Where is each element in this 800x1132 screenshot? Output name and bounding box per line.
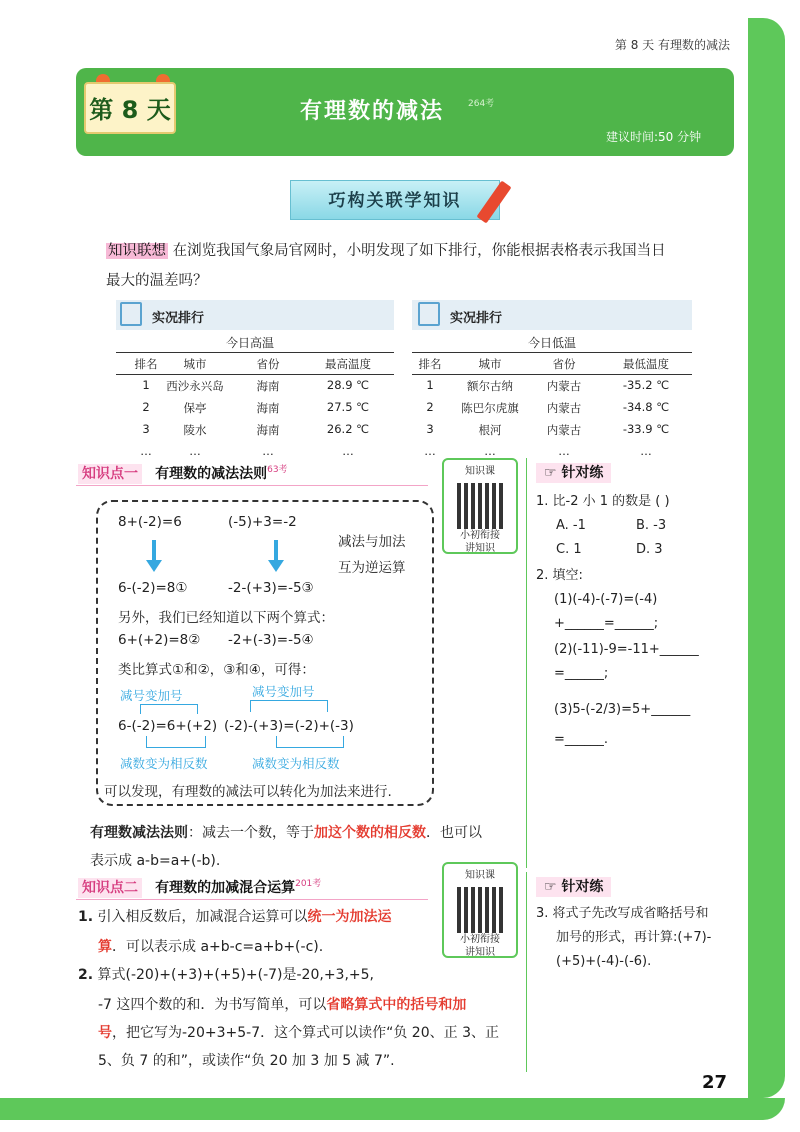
table-rule (412, 352, 692, 353)
option: D. 3 (636, 542, 663, 557)
kp2-item-2 (78, 960, 374, 990)
table-cell: 西沙永兴岛 (166, 379, 224, 393)
label-sign-change: 减号变加号 (120, 688, 183, 703)
label-opposite: 减数变为相反数 (252, 756, 340, 771)
table-cell: 3 (142, 422, 150, 436)
bracket-top (250, 700, 328, 712)
bracket-bottom (146, 736, 206, 748)
question-3: 加号的形式，再计算:(+7)- (556, 930, 712, 945)
practice-heading (536, 462, 611, 482)
item-emph: 号 (98, 1025, 112, 1041)
option: B. -3 (636, 518, 667, 533)
equation: 6-(-2)=6+(+2) (118, 718, 218, 734)
chapter-title-sup: 264考 (468, 99, 495, 109)
label-opposite: 减数变为相反数 (120, 756, 208, 771)
item-number: 1. (78, 909, 94, 925)
item-number: 2. (78, 967, 94, 983)
table-cell: … (189, 444, 201, 458)
subtraction-rule (90, 818, 530, 848)
arrow-down-icon (146, 560, 162, 572)
question-3: 3. 将式子先改写成省略括号和 (536, 906, 709, 921)
kp2-item-2-line (98, 990, 466, 1020)
table-cell: … (484, 444, 496, 458)
table-column-header: 排名 (418, 357, 442, 371)
note: 减法与加法 (338, 534, 406, 550)
table-cell: -35.2 ℃ (622, 378, 670, 392)
item-text: 算式(-20)+(+3)+(+5)+(-7)是-20,+3,+5, (97, 967, 374, 983)
table-column-header: 城市 (478, 357, 502, 371)
rule-formula: 表示成 a-b=a+(-b). (90, 853, 221, 869)
note: 互为逆运算 (338, 560, 406, 576)
suggested-time: 建议时间:50 分钟 (606, 130, 702, 144)
kp1-tag: 知识点一 (78, 464, 142, 484)
table-cell: 海南 (256, 423, 280, 437)
item-text: ，把它写为-20+3+5-7．这个算式可以读作“负 20、正 3、正 (112, 1025, 499, 1041)
table-cell: 额尔古纳 (467, 379, 513, 393)
practice-header (536, 877, 611, 897)
table-header: 实况排行 (450, 311, 503, 326)
practice-label: 针对练 (561, 465, 604, 481)
question-3: (+5)+(-4)-(-6). (556, 954, 652, 969)
intro-text-1: 在浏览我国气象局官网时，小明发现了如下排行，你能根据表格表示我国当日 (172, 243, 666, 259)
table-rule (412, 374, 692, 375)
page-edge-bottom (0, 1098, 785, 1120)
table-cell: 内蒙古 (546, 423, 582, 437)
qr-bottom-label: 小初衔接 (460, 934, 500, 945)
qr-code-icon (457, 887, 503, 933)
table-cell: 27.5 ℃ (326, 400, 370, 414)
day-label: 第 8 天 (89, 96, 171, 124)
table-cell: … (140, 444, 152, 458)
option: A. -1 (556, 518, 586, 533)
rule-lead: 有理数减法法则 (90, 825, 188, 841)
running-head: 第 8 天 有理数的减法 (614, 38, 730, 52)
column-divider (526, 458, 527, 868)
intro-tag: 知识联想 (108, 243, 166, 259)
kp2-item-2-line: 5、负 7 的和”，或读作“负 20 加 3 加 5 减 7”. (98, 1053, 395, 1069)
intro-line-1 (106, 236, 756, 266)
table-cell: 陈巴尔虎旗 (461, 401, 519, 415)
bracket-bottom (276, 736, 344, 748)
intro-line-2: 最大的温差吗？ (106, 273, 208, 289)
equation: 8+(-2)=6 (118, 514, 182, 530)
table-cell: 1 (426, 378, 434, 392)
question-2-part: (3)5-(-2/3)=5+______ (554, 702, 691, 717)
table-header: 实况排行 (152, 311, 205, 326)
table-cell: … (558, 444, 570, 458)
table-column-header: 省份 (256, 357, 280, 371)
item-text: 引入相反数后，加减混合运算可以 (97, 909, 308, 925)
equation: (-2)-(+3)=(-2)+(-3) (224, 718, 354, 734)
table-column-header: 最低温度 (623, 357, 669, 371)
chapter-title: 有理数的减法 (300, 99, 445, 124)
table-cell: -33.9 ℃ (622, 422, 670, 436)
table-cell: 内蒙古 (546, 379, 582, 393)
arrow-down-icon (274, 540, 278, 560)
qr-card[interactable] (442, 862, 518, 958)
column-divider (526, 872, 527, 1072)
practice-heading (536, 876, 611, 896)
equation: 6-(-2)=8① (118, 580, 188, 596)
table-rule (116, 352, 394, 353)
table-column-header: 省份 (552, 357, 576, 371)
table-caption: 今日高温 (226, 336, 275, 350)
table-icon (120, 302, 142, 326)
table-cell: 保亭 (183, 401, 207, 415)
qr-top-label: 知识课 (465, 870, 495, 881)
table-cell: … (640, 444, 652, 458)
table-cell: 2 (142, 400, 150, 414)
item-emph: 算 (98, 939, 112, 955)
table-cell: 根河 (478, 423, 502, 437)
question-2-part: =______. (554, 732, 609, 747)
page-edge-green (745, 18, 785, 1098)
equation: 6+(+2)=8② (118, 632, 201, 648)
question-2-part: (1)(-4)-(-7)=(-4) (554, 592, 658, 607)
kp2-sup: 201考 (295, 879, 322, 889)
box-conclusion: 可以发现，有理数的减法可以转化为加法来进行. (104, 784, 392, 800)
box-line: 类比算式①和②，③和④，可得： (118, 662, 315, 678)
table-cell: 28.9 ℃ (326, 378, 370, 392)
table-icon (418, 302, 440, 326)
table-cell: … (342, 444, 354, 458)
practice-header (536, 463, 611, 483)
section-title: 巧构关联学知识 (328, 191, 462, 211)
question-2-part: =______; (554, 666, 609, 681)
equation: -2+(-3)=-5④ (228, 632, 314, 648)
table-cell: 内蒙古 (546, 401, 582, 415)
kp2-item-2-line (98, 1018, 499, 1048)
question-2-part: +______=______; (554, 616, 659, 631)
practice-label: 针对练 (561, 879, 604, 895)
qr-code-icon (457, 483, 503, 529)
equation: (-5)+3=-2 (228, 514, 297, 530)
option: C. 1 (556, 542, 582, 557)
bracket-top (140, 704, 198, 714)
table-cell: 海南 (256, 379, 280, 393)
kp2-heading (78, 876, 321, 897)
qr-bottom-label: 讲知识 (465, 543, 495, 554)
box-line: 另外，我们已经知道以下两个算式： (118, 610, 334, 626)
label-sign-change: 减号变加号 (252, 684, 315, 699)
item-text: ．可以表示成 a+b-c=a+b+(-c). (112, 939, 324, 955)
kp2-item-1 (78, 902, 438, 932)
page-number: 27 (702, 1072, 728, 1093)
question-2: 2. 填空: (536, 568, 583, 583)
table-caption: 今日低温 (528, 336, 577, 350)
table-rule (116, 374, 394, 375)
table-cell: 3 (426, 422, 434, 436)
item-text: -7 这四个数的和．为书写简单，可以 (98, 997, 327, 1013)
table-cell: 海南 (256, 401, 280, 415)
kp2-title: 有理数的加减混合运算 (155, 880, 296, 897)
table-cell: … (424, 444, 436, 458)
table-cell: 26.2 ℃ (326, 422, 370, 436)
table-cell: 陵水 (183, 423, 207, 437)
pointing-hand-icon: ☞ (544, 465, 562, 481)
arrow-down-icon (152, 540, 156, 560)
question-1: 1. 比-2 小 1 的数是 ( ) (536, 494, 670, 509)
question-2-part: (2)(-11)-9=-11+______ (554, 642, 699, 657)
kp1-sup: 63考 (267, 465, 288, 475)
arrow-down-icon (268, 560, 284, 572)
rule-text: ：减去一个数，等于 (188, 825, 314, 841)
pointing-hand-icon: ☞ (544, 879, 562, 895)
kp2-tag: 知识点二 (78, 878, 142, 898)
kp1-title: 有理数的减法法则 (155, 466, 268, 483)
qr-card[interactable] (442, 458, 518, 554)
qr-bottom-label: 讲知识 (465, 947, 495, 958)
day-tag (84, 82, 176, 134)
item-emph: 省略算式中的括号和加 (326, 997, 467, 1013)
qr-bottom-label: 小初衔接 (460, 530, 500, 541)
table-cell: -34.8 ℃ (622, 400, 670, 414)
table-column-header: 城市 (183, 357, 207, 371)
kp1-heading (78, 462, 288, 483)
section-banner (290, 180, 500, 220)
rule-text: ．也可以 (426, 825, 482, 841)
table-column-header: 最高温度 (325, 357, 371, 371)
table-cell: … (262, 444, 274, 458)
qr-top-label: 知识课 (465, 466, 495, 477)
equation: -2-(+3)=-5③ (228, 580, 314, 596)
table-cell: 1 (142, 378, 150, 392)
table-cell: 2 (426, 400, 434, 414)
kp2-item-1-cont (98, 932, 323, 962)
item-emph: 统一为加法运 (307, 909, 392, 925)
rule-emph: 加这个数的相反数 (314, 825, 426, 841)
table-column-header: 排名 (134, 357, 158, 371)
